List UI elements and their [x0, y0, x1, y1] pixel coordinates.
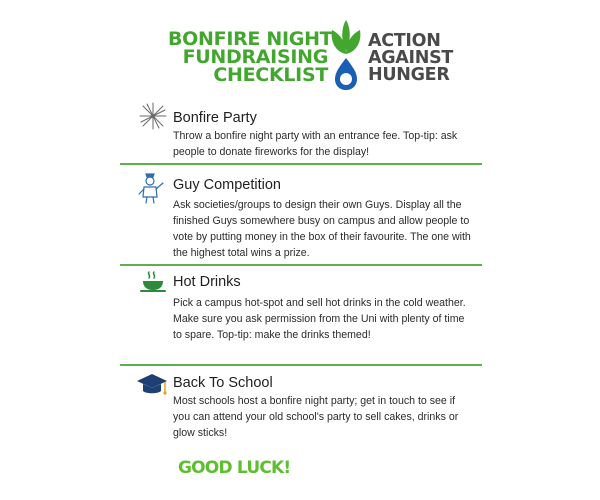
section-divider: [120, 264, 482, 266]
header: [0, 0, 600, 100]
section-title-bonfire-party: Bonfire Party: [173, 110, 257, 126]
good-luck-text: GOOD LUCK!: [178, 458, 291, 478]
org-line-1: ACTION: [368, 31, 441, 51]
organisation-name: [368, 33, 453, 84]
section-body-guy-competition: Ask societies/groups to design their own Guys. Display all the finished Guys somewhere busy on campus and allow people to vote by putting money in the box of their favourite. The one with the highest total wins a prize.: [173, 199, 471, 259]
section-divider: [120, 364, 482, 366]
leaf-and-drop-logo-icon: [326, 18, 366, 92]
title-line-3: CHECKLIST: [213, 64, 328, 86]
guy-figure-icon: [136, 170, 168, 204]
section-title-guy-competition: Guy Competition: [173, 177, 281, 193]
checklist-title: [168, 28, 333, 86]
title-line-2: FUNDRAISING: [182, 46, 328, 68]
org-line-3: HUNGER: [368, 65, 450, 85]
section-title-back-to-school: Back To School: [173, 375, 273, 391]
section-body-back-to-school: Most schools host a bonfire night party; get in touch to see if you can attend your old school's party to sell cakes, drinks or glow sticks!: [173, 395, 459, 439]
graduation-cap-icon: [136, 372, 168, 400]
firework-icon: [138, 101, 168, 131]
hot-drink-icon: [138, 270, 168, 294]
org-line-2: AGAINST: [368, 48, 454, 68]
section-body-hot-drinks: Pick a campus hot-spot and sell hot drinks in the cold weather. Make sure you ask permission from the Uni with plenty of time to spare. Top-tip: make the drinks themed!: [173, 297, 466, 341]
title-line-1: BONFIRE NIGHT: [168, 28, 333, 50]
section-divider: [120, 163, 482, 165]
section-title-hot-drinks: Hot Drinks: [173, 274, 241, 290]
section-body-bonfire-party: Throw a bonfire night party with an entrance fee. Top-tip: ask people to donate fireworks for the display!: [173, 130, 458, 158]
